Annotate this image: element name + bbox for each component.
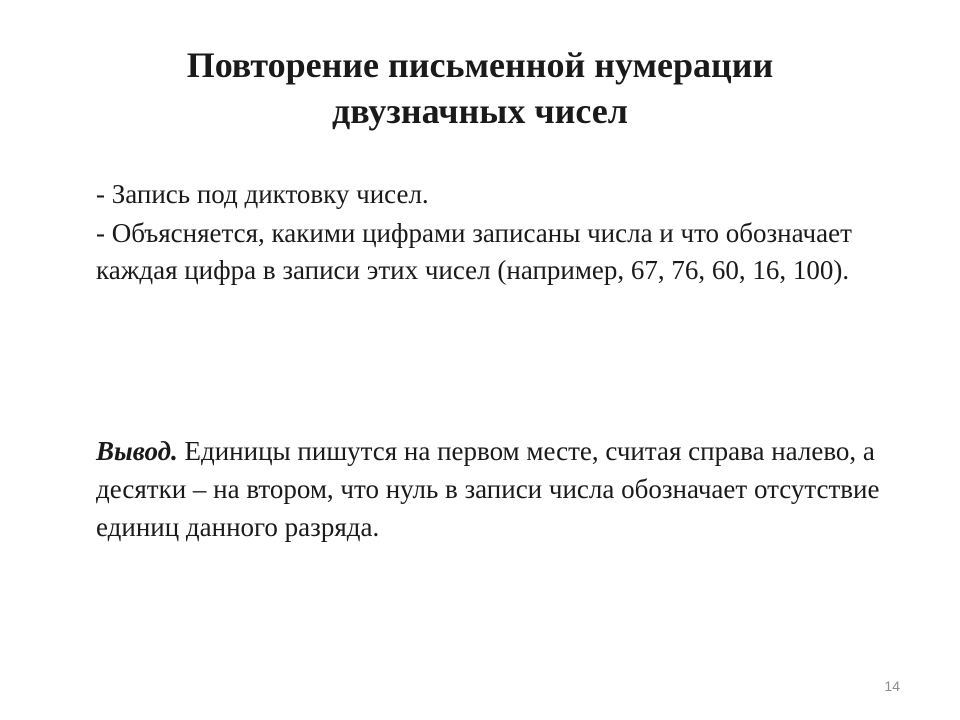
slide-body (96, 176, 896, 289)
list-item: - Запись под диктовку чисел. (96, 179, 429, 209)
page-number: 14 (884, 678, 900, 694)
conclusion-text: Единицы пишутся на первом месте, считая справа налево, а десятки – на втором, что нуль в записи числа обозначает отсутствие единиц данного разряда. (96, 436, 880, 542)
list-item: - Объясняется, какими цифрами записаны числа и что обозначает каждая цифра в записи этих чисел (например, 67, 76, 60, 16, 100). (96, 218, 852, 285)
conclusion-paragraph (96, 432, 896, 546)
conclusion-label: Вывод. (96, 436, 178, 466)
slide-title-line-1: Повторение письменной нумерации (186, 45, 774, 85)
slide-title-line-2: двузначных чисел (332, 91, 628, 131)
slide-title (80, 42, 880, 134)
